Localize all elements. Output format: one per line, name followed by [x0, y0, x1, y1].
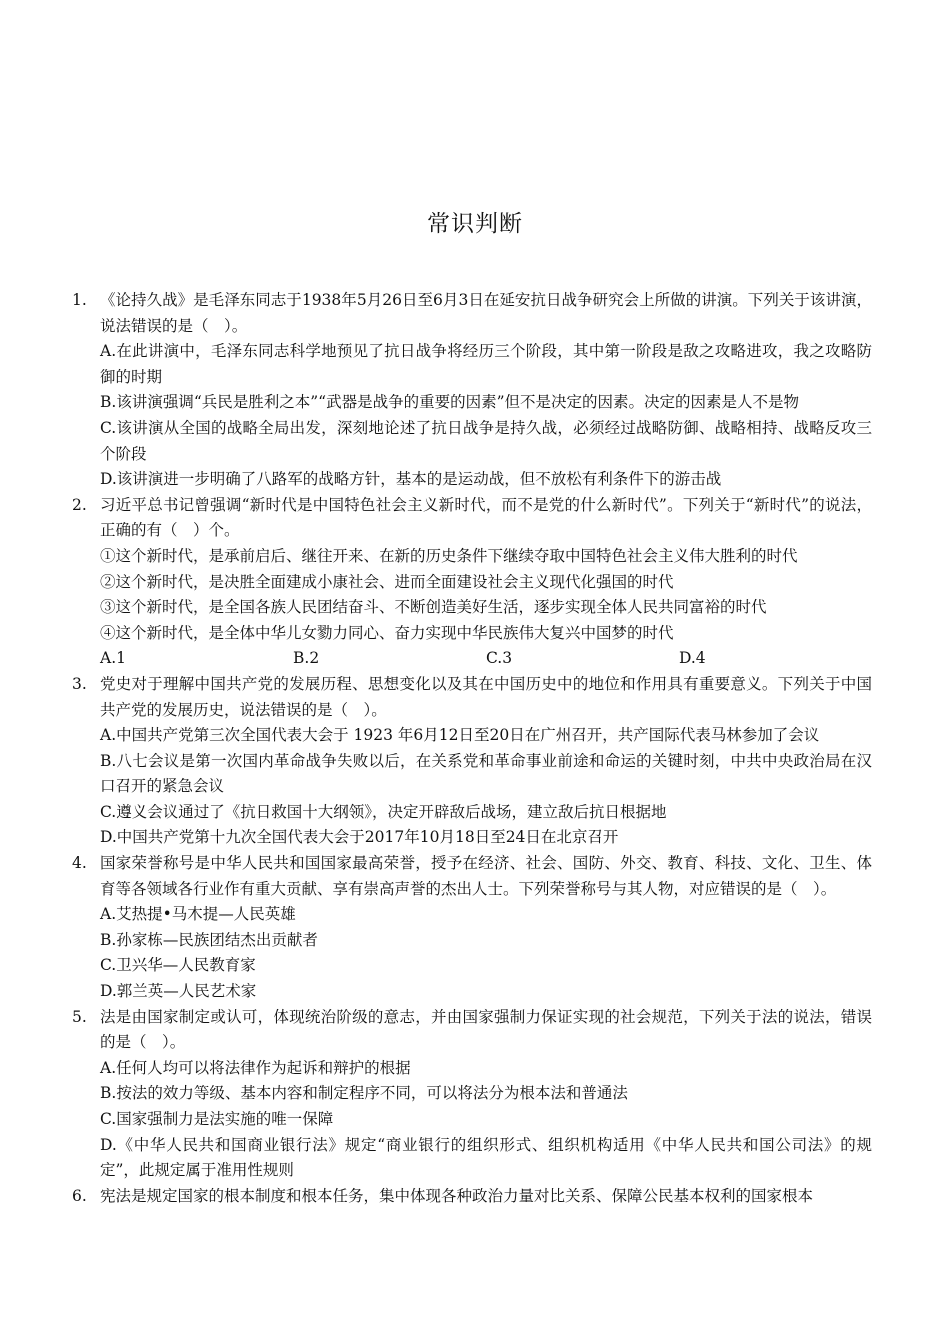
- option-b: B.按法的效力等级、基本内容和制定程序不同，可以将法分为根本法和普通法: [100, 1084, 628, 1103]
- question-5: [72, 1005, 872, 1184]
- option-d: D.该讲演进一步明确了八路军的战略方针，基本的是运动战，但不放松有利条件下的游击战: [100, 470, 722, 489]
- question-stem: 法是由国家制定或认可，体现统治阶级的意志，并由国家强制力保证实现的社会规范，下列关于法的说法，错误的是（ ）。: [100, 1007, 872, 1052]
- page-title: 常识判断: [427, 211, 523, 237]
- question-2: [72, 493, 872, 672]
- statement-2: ②这个新时代，是决胜全面建成小康社会、进而全面建设社会主义现代化强国的时代: [100, 572, 674, 591]
- question-number: 2.: [72, 495, 87, 514]
- question-3: [72, 672, 872, 851]
- option-d: D.4: [679, 649, 706, 668]
- question-6: [72, 1184, 872, 1210]
- question-stem: 宪法是规定国家的根本制度和根本任务，集中体现各种政治力量对比关系、保障公民基本权利的国家根本: [100, 1186, 814, 1205]
- question-stem: 习近平总书记曾强调“新时代是中国特色社会主义新时代，而不是党的什么新时代”。下列关于“新时代”的说法，正确的有（ ）个。: [100, 495, 872, 540]
- option-a: A.任何人均可以将法律作为起诉和辩护的根据: [100, 1058, 411, 1077]
- question-stem: 国家荣誉称号是中华人民共和国国家最高荣誉，授予在经济、社会、国防、外交、教育、科技、文化、卫生、体育等各领域各行业作有重大贡献、享有崇高声誉的杰出人士。下列荣誉称号与其人物，对应错误的是（ ）。: [100, 854, 872, 898]
- statement-3: ③这个新时代，是全国各族人民团结奋斗、不断创造美好生活，逐步实现全体人民共同富裕的时代: [100, 598, 767, 617]
- option-c: C.该讲演从全国的战略全局出发，深刻地论述了抗日战争是持久战，必须经过战略防御、战略相持、战略反攻三个阶段: [100, 418, 872, 463]
- option-d: D.郭兰英—人民艺术家: [100, 982, 257, 1001]
- option-row: [100, 646, 872, 672]
- question-number: 5.: [72, 1007, 87, 1026]
- option-a: A.中国共产党第三次全国代表大会于 1923 年6月12日至20日在广州召开，共产国际代表马林参加了会议: [100, 726, 820, 745]
- option-c: C.国家强制力是法实施的唯一保障: [100, 1110, 334, 1128]
- option-b: B.该讲演强调“兵民是胜利之本”“武器是战争的重要的因素”但不是决定的因素。决定的因素是人不是物: [100, 393, 800, 412]
- option-c: C.遵义会议通过了《抗日救国十大纲领》，决定开辟敌后战场，建立敌后抗日根据地: [100, 802, 667, 821]
- question-number: 3.: [72, 674, 87, 693]
- option-b: B.孙家栋—民族团结杰出贡献者: [100, 930, 318, 949]
- statement-1: ①这个新时代，是承前启后、继往开来、在新的历史条件下继续夺取中国特色社会主义伟大胜利的时代: [100, 546, 798, 565]
- option-a: A.1: [100, 649, 126, 668]
- option-b: B.2: [293, 649, 320, 668]
- question-stem: 《论持久战》是毛泽东同志于1938年5月26日至6月3日在延安抗日战争研究会上所做的讲演。下列关于该讲演，说法错误的是（ ）。: [100, 291, 872, 335]
- question-4: [72, 851, 872, 1005]
- option-b: B.八七会议是第一次国内革命战争失败以后，在关系党和革命事业前途和命运的关键时刻，中共中央政治局在汉口召开的紧急会议: [100, 751, 872, 796]
- option-a: A.艾热提•马木提—人民英雄: [100, 905, 296, 924]
- option-c: C.卫兴华—人民教育家: [100, 956, 256, 975]
- option-d: D.《中华人民共和国商业银行法》规定“商业银行的组织形式、组织机构适用《中华人民共和国公司法》的规定”，此规定属于准用性规则: [100, 1135, 872, 1180]
- question-number: 4.: [72, 854, 87, 873]
- option-d: D.中国共产党第十九次全国代表大会于2017年10月18日至24日在北京召开: [100, 828, 619, 847]
- question-number: 6.: [72, 1186, 87, 1205]
- question-number: 1.: [72, 291, 87, 309]
- question-stem: 党史对于理解中国共产党的发展历程、思想变化以及其在中国历史中的地位和作用具有重要意义。下列关于中国共产党的发展历史，说法错误的是（ ）。: [100, 674, 872, 719]
- option-c: C.3: [486, 649, 513, 668]
- question-1: [72, 288, 872, 493]
- option-a: A.在此讲演中，毛泽东同志科学地预见了抗日战争将经历三个阶段，其中第一阶段是敌之攻略进攻，我之攻略防御的时期: [100, 342, 872, 386]
- question-list: [72, 288, 872, 1209]
- statement-4: ④这个新时代，是全体中华儿女勠力同心、奋力实现中华民族伟大复兴中国梦的时代: [100, 623, 674, 642]
